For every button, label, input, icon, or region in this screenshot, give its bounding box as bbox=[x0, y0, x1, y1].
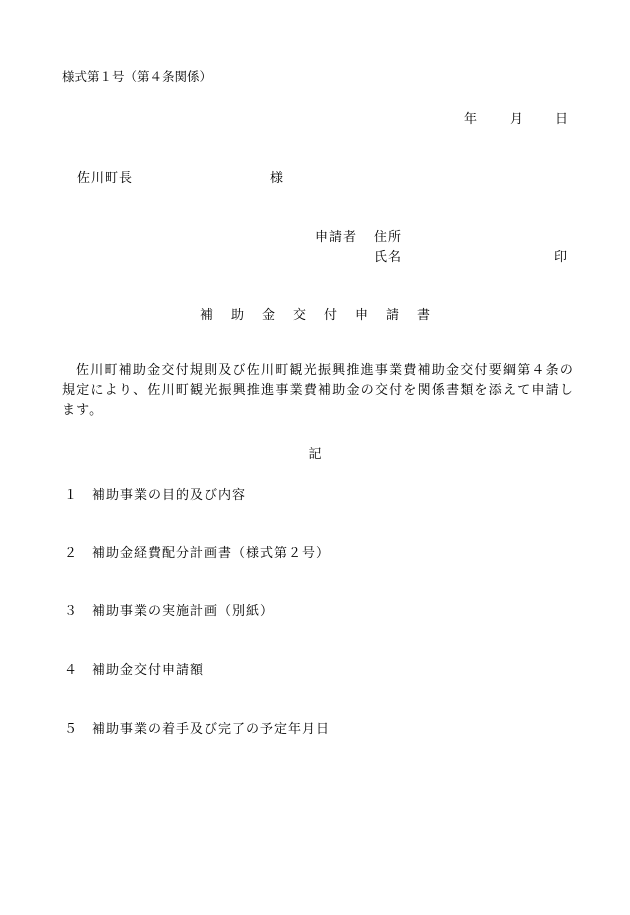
item-number: ２ bbox=[64, 546, 79, 561]
title-char: 請 bbox=[386, 308, 400, 323]
item-text: 補助金交付申請額 bbox=[92, 663, 205, 678]
ki-heading: 記 bbox=[308, 447, 322, 462]
form-number: 様式第１号（第４条関係） bbox=[62, 69, 213, 84]
list-item bbox=[64, 600, 274, 619]
applicant-label: 申請者 bbox=[315, 230, 358, 245]
address-label: 住所 bbox=[374, 230, 403, 245]
item-text: 補助事業の目的及び内容 bbox=[92, 488, 247, 503]
recipient-honorific: 様 bbox=[270, 171, 284, 186]
name-label: 氏名 bbox=[374, 250, 403, 265]
list-item bbox=[64, 542, 330, 561]
seal-label: 印 bbox=[554, 250, 568, 265]
title-char: 申 bbox=[355, 308, 369, 323]
item-number: １ bbox=[64, 488, 79, 503]
recipient-name: 佐川町長 bbox=[77, 171, 134, 186]
title-char: 助 bbox=[230, 308, 244, 323]
date-day-label: 日 bbox=[555, 112, 569, 127]
title-char: 付 bbox=[324, 308, 338, 323]
item-text: 補助金経費配分計画書（様式第２号） bbox=[92, 546, 331, 561]
item-number: ３ bbox=[64, 604, 79, 619]
title-char: 交 bbox=[292, 308, 306, 323]
title-char: 補 bbox=[199, 308, 213, 323]
date-year-label: 年 bbox=[464, 112, 478, 127]
list-item bbox=[64, 659, 204, 678]
list-item bbox=[64, 718, 330, 737]
list-item bbox=[64, 484, 246, 503]
item-text: 補助事業の実施計画（別紙） bbox=[92, 604, 275, 619]
application-body-text: 佐川町補助金交付規則及び佐川町観光振興推進事業費補助金交付要綱第４条の規定により、佐川町観光振興推進事業費補助金の交付を関係書類を添えて申請します。 bbox=[62, 363, 574, 418]
date-month-label: 月 bbox=[510, 112, 524, 127]
title-char: 書 bbox=[417, 308, 431, 323]
item-text: 補助事業の着手及び完了の予定年月日 bbox=[92, 722, 331, 737]
item-number: ４ bbox=[64, 663, 79, 678]
document-title bbox=[0, 304, 630, 323]
title-char: 金 bbox=[261, 308, 275, 323]
item-number: ５ bbox=[64, 722, 79, 737]
